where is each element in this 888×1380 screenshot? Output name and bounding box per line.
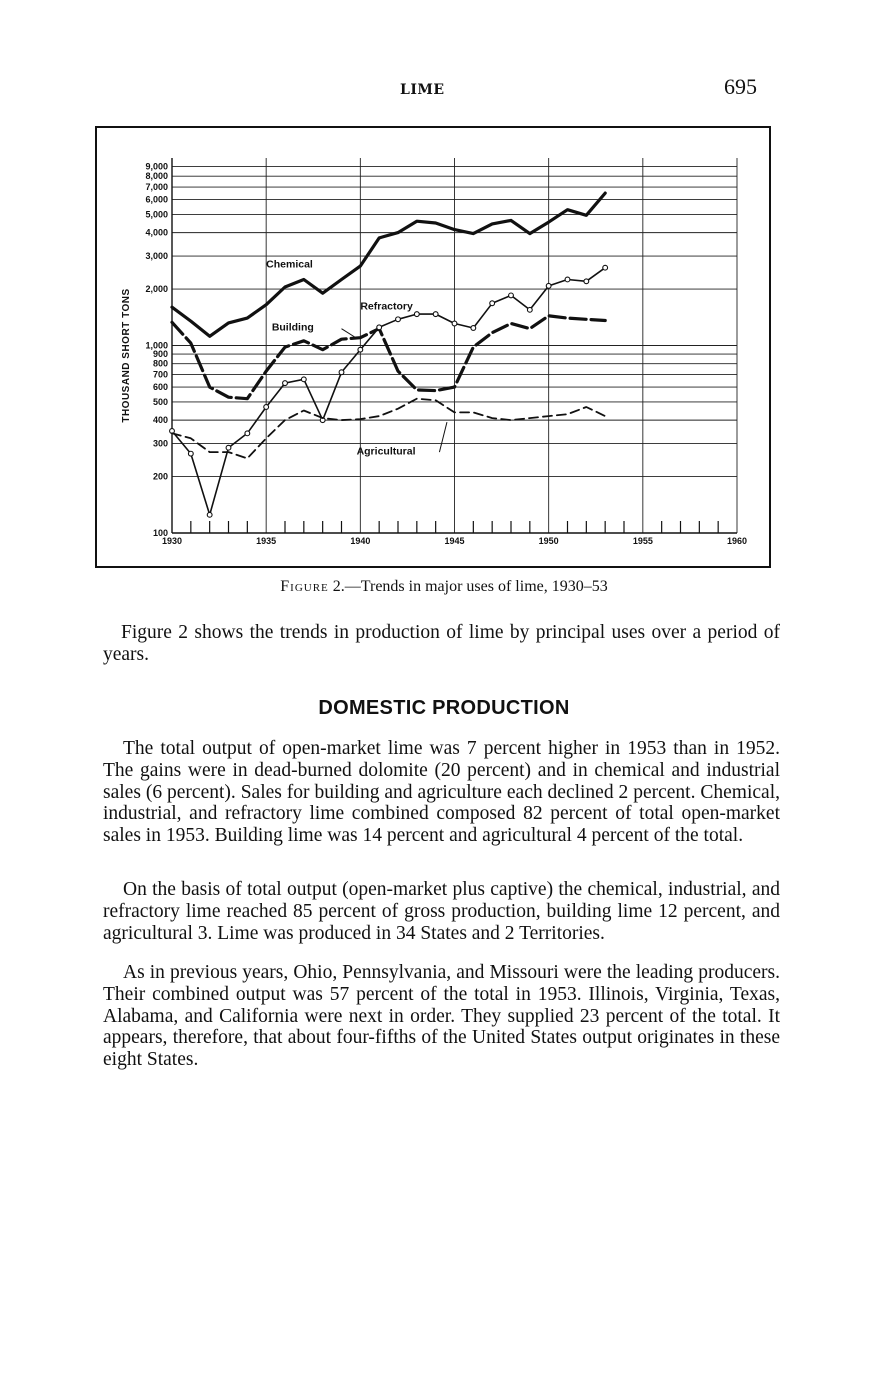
y-tick-label: 4,000 [145, 227, 168, 238]
y-tick-label: 700 [152, 369, 168, 380]
series-point-refractory [245, 431, 250, 436]
y-tick-label: 900 [152, 349, 168, 360]
y-tick-label: 6,000 [145, 194, 168, 205]
series-point-refractory [377, 325, 382, 330]
series-point-refractory [452, 321, 457, 326]
series-point-refractory [414, 312, 419, 317]
y-tick-label: 800 [152, 358, 168, 369]
paragraph-1: The total output of open-market lime was 7 percent higher in 1953 than in 1952. The gains were in dead-burned dolomite (20 percent) and in chemical and industrial sales (6 percent). Sales for building and agriculture each declined 2 percent. Chemical, industrial, and refractory lime combined composed 82 percent of total open-market sales in 1953. Building lime was 14 percent and agricultural 4 percent of the total. [103, 738, 780, 847]
series-label-leader [342, 329, 355, 337]
y-tick-label: 7,000 [145, 182, 168, 193]
series-label-refractory: Refractory [360, 300, 413, 313]
series-point-refractory [603, 265, 608, 270]
intro-paragraph: Figure 2 shows the trends in production of lime by principal uses over a period of years. [103, 622, 780, 665]
x-tick-label: 1940 [350, 536, 371, 546]
series-label-chemical: Chemical [266, 258, 313, 271]
y-tick-label: 2,000 [145, 284, 168, 295]
chart-labels [266, 259, 447, 458]
y-tick-label: 500 [152, 396, 168, 407]
series-point-refractory [565, 277, 570, 282]
series-point-refractory [283, 381, 288, 386]
x-tick-label: 1930 [161, 536, 183, 546]
series-label-building: Building [271, 321, 314, 334]
series-point-refractory [490, 301, 495, 306]
chart-series [170, 193, 608, 517]
chart-grid [172, 158, 737, 533]
chart-axes [121, 158, 747, 546]
series-point-refractory [509, 293, 514, 298]
y-tick-label: 100 [152, 528, 168, 538]
y-tick-label: 300 [152, 438, 168, 449]
y-tick-label: 400 [152, 415, 168, 426]
series-point-refractory [301, 377, 306, 382]
lime-trends-chart [97, 128, 769, 566]
running-title: LIME [400, 82, 445, 98]
series-line-building [172, 316, 605, 399]
series-point-refractory [358, 347, 363, 352]
series-point-refractory [226, 445, 231, 450]
series-point-refractory [584, 279, 589, 284]
y-tick-label: 5,000 [145, 209, 168, 220]
series-point-refractory [188, 451, 193, 456]
x-tick-label: 1945 [444, 536, 465, 546]
x-tick-label: 1950 [538, 536, 559, 546]
y-tick-label: 9,000 [145, 161, 168, 172]
series-point-refractory [433, 312, 438, 317]
series-point-refractory [471, 326, 476, 331]
y-tick-label: 200 [152, 471, 168, 482]
figure-caption-label: Figure [280, 578, 329, 595]
series-point-refractory [396, 317, 401, 322]
series-label-agricultural: Agricultural [356, 445, 416, 458]
series-point-refractory [546, 283, 551, 288]
x-tick-label: 1935 [256, 536, 277, 546]
y-tick-label: 1,000 [145, 340, 168, 351]
y-tick-label: 3,000 [145, 251, 168, 262]
figure-caption [0, 578, 888, 596]
series-point-refractory [527, 307, 532, 312]
x-tick-label: 1955 [632, 536, 653, 546]
series-point-refractory [207, 512, 212, 517]
figure-frame [95, 126, 771, 568]
paragraph-2: On the basis of total output (open-market plus captive) the chemical, industrial, and refractory lime reached 85 percent of gross production, building lime 12 percent, and agricultural 3. Lime was produced in 34 States and 2 Territories. [103, 879, 780, 944]
series-point-refractory [339, 370, 344, 375]
paragraph-3: As in previous years, Ohio, Pennsylvania, and Missouri were the leading producers. Their combined output was 57 percent of the total in 1953. Illinois, Virginia, Texas, Alabama, and California were next in order. They supplied 23 percent of the total. It appears, therefore, that about four-fifths of the United States output originates in these eight States. [103, 962, 780, 1071]
y-tick-label: 8,000 [145, 171, 168, 182]
series-label-leader [439, 422, 447, 452]
y-axis-title: THOUSAND SHORT TONS [121, 288, 132, 423]
series-point-refractory [264, 405, 269, 410]
y-tick-label: 600 [152, 382, 168, 393]
figure-caption-text: 2.—Trends in major uses of lime, 1930–53 [332, 578, 608, 595]
x-tick-label: 1960 [726, 536, 748, 546]
page-number: 695 [724, 74, 757, 99]
section-heading: DOMESTIC PRODUCTION [318, 697, 570, 719]
